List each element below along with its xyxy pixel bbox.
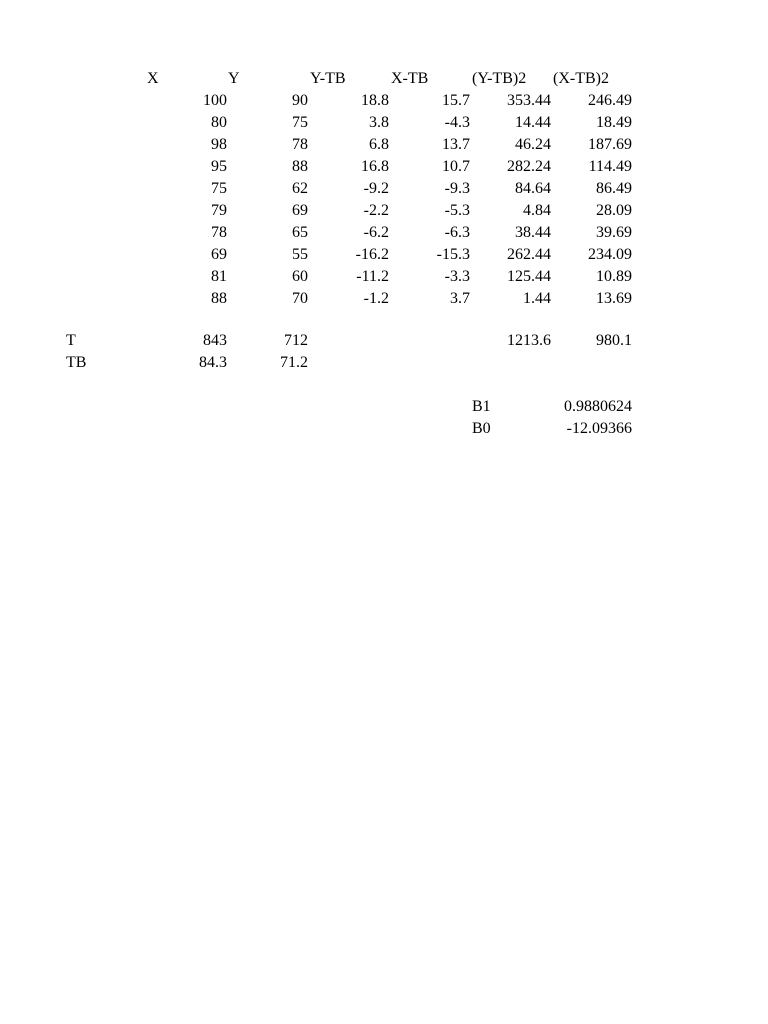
cell-y-dev-squared: 262.44 — [507, 246, 551, 263]
cell-y-dev-squared: 282.24 — [507, 158, 551, 175]
coefficient-b1-value: 0.9880624 — [564, 398, 632, 415]
table-row — [0, 134, 768, 156]
header-y-minus-tb: Y-TB — [310, 70, 346, 87]
cell-y-minus-tb: -9.2 — [363, 180, 389, 197]
table-row — [0, 178, 768, 200]
header-x-dev-squared: (X-TB)2 — [553, 70, 609, 87]
totals-y: 712 — [284, 332, 308, 349]
totals-label: T — [66, 332, 76, 349]
cell-x-minus-tb: -4.3 — [444, 114, 470, 131]
cell-x-minus-tb: 10.7 — [442, 158, 470, 175]
cell-x: 78 — [211, 224, 227, 241]
cell-y-dev-squared: 46.24 — [515, 136, 551, 153]
header-x: X — [147, 70, 159, 87]
cell-y: 78 — [292, 136, 308, 153]
cell-x-minus-tb: 15.7 — [442, 92, 470, 109]
totals-x: 843 — [203, 332, 227, 349]
header-x-minus-tb: X-TB — [391, 70, 429, 87]
table-row — [0, 90, 768, 112]
means-row — [0, 352, 768, 374]
cell-x-dev-squared: 39.69 — [596, 224, 632, 241]
cell-y: 62 — [292, 180, 308, 197]
cell-y: 88 — [292, 158, 308, 175]
cell-y-minus-tb: 6.8 — [369, 136, 389, 153]
cell-x: 88 — [211, 290, 227, 307]
cell-x: 98 — [211, 136, 227, 153]
cell-y-dev-squared: 38.44 — [515, 224, 551, 241]
cell-x-dev-squared: 13.69 — [596, 290, 632, 307]
cell-x-minus-tb: -3.3 — [444, 268, 470, 285]
cell-x-dev-squared: 86.49 — [596, 180, 632, 197]
cell-y-minus-tb: 16.8 — [361, 158, 389, 175]
table-row — [0, 266, 768, 288]
cell-x: 69 — [211, 246, 227, 263]
coefficient-b0-label: B0 — [472, 420, 491, 437]
coefficient-row-b0 — [0, 418, 768, 440]
coefficient-b0-value: -12.09366 — [566, 420, 632, 437]
table-row — [0, 222, 768, 244]
cell-y-dev-squared: 353.44 — [507, 92, 551, 109]
means-y: 71.2 — [280, 354, 308, 371]
cell-x-minus-tb: -5.3 — [444, 202, 470, 219]
coefficient-b1-label: B1 — [472, 398, 491, 415]
cell-x-minus-tb: -6.3 — [444, 224, 470, 241]
cell-y-dev-squared: 14.44 — [515, 114, 551, 131]
cell-x-dev-squared: 246.49 — [588, 92, 632, 109]
cell-y-minus-tb: -6.2 — [363, 224, 389, 241]
cell-x-dev-squared: 18.49 — [596, 114, 632, 131]
cell-x-minus-tb: 3.7 — [450, 290, 470, 307]
cell-y-minus-tb: -1.2 — [363, 290, 389, 307]
coefficient-row-b1 — [0, 396, 768, 418]
cell-y-dev-squared: 4.84 — [523, 202, 551, 219]
cell-y: 55 — [292, 246, 308, 263]
cell-x-minus-tb: 13.7 — [442, 136, 470, 153]
cell-x: 80 — [211, 114, 227, 131]
table-row — [0, 200, 768, 222]
header-y: Y — [228, 70, 240, 87]
cell-x: 79 — [211, 202, 227, 219]
table-row — [0, 288, 768, 310]
cell-y-minus-tb: -2.2 — [363, 202, 389, 219]
table-row — [0, 244, 768, 266]
cell-y-dev-squared: 125.44 — [507, 268, 551, 285]
header-y-dev-squared: (Y-TB)2 — [472, 70, 527, 87]
cell-x-dev-squared: 28.09 — [596, 202, 632, 219]
cell-x: 75 — [211, 180, 227, 197]
cell-y: 65 — [292, 224, 308, 241]
table-row — [0, 112, 768, 134]
means-label: TB — [66, 354, 87, 371]
cell-y: 60 — [292, 268, 308, 285]
cell-x: 95 — [211, 158, 227, 175]
cell-y: 69 — [292, 202, 308, 219]
means-x: 84.3 — [199, 354, 227, 371]
cell-y-minus-tb: -11.2 — [356, 268, 389, 285]
cell-x-dev-squared: 187.69 — [588, 136, 632, 153]
cell-y: 75 — [292, 114, 308, 131]
header-row — [0, 68, 768, 90]
cell-y-minus-tb: -16.2 — [355, 246, 389, 263]
cell-y-minus-tb: 3.8 — [369, 114, 389, 131]
cell-x-minus-tb: -9.3 — [444, 180, 470, 197]
totals-y-dev-squared: 1213.6 — [507, 332, 551, 349]
totals-row — [0, 330, 768, 352]
cell-x: 81 — [211, 268, 227, 285]
cell-x-minus-tb: -15.3 — [436, 246, 470, 263]
cell-y-dev-squared: 1.44 — [523, 290, 551, 307]
cell-y: 90 — [292, 92, 308, 109]
table-row — [0, 156, 768, 178]
cell-y: 70 — [292, 290, 308, 307]
cell-x-dev-squared: 234.09 — [588, 246, 632, 263]
cell-x-dev-squared: 10.89 — [596, 268, 632, 285]
cell-x: 100 — [203, 92, 227, 109]
cell-y-minus-tb: 18.8 — [361, 92, 389, 109]
totals-x-dev-squared: 980.1 — [596, 332, 632, 349]
cell-x-dev-squared: 114.49 — [588, 158, 632, 175]
cell-y-dev-squared: 84.64 — [515, 180, 551, 197]
